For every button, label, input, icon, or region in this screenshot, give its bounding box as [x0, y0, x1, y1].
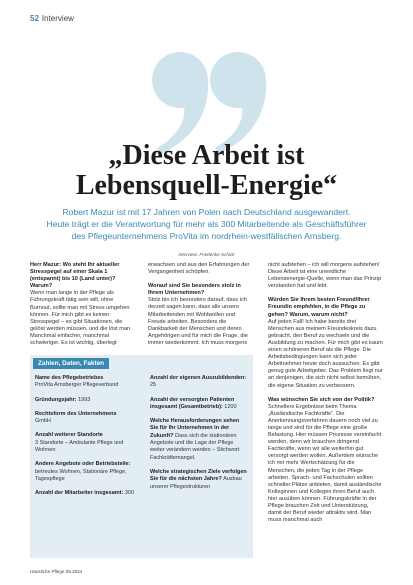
- fact-item: [35, 461, 135, 483]
- answer: erwachsen und aus den Erfahrungen der Vergangenheit schöpfen.: [148, 262, 250, 276]
- page-header: [30, 14, 74, 24]
- fact-label: Name des Pflegebetriebes: [35, 375, 104, 381]
- fact-value: GmbH: [35, 418, 51, 425]
- fact-item: [150, 375, 248, 390]
- answer: Schnellere Ergebnisse beim Thema „Ausländische Fachkräfte“. Die Anerkennungsverfahren dauern noch viel zu lange und sind für die Pflege eine große Belastung. Hier müssen Prozesse vereinfacht werden, denn wir brauchen dringend Fachkräfte, wenn wir alle weiterhin gut versorgt werden wollen. Außerdem wünsche ich mir mehr Wertschätzung für die Menschen, die jeden Tag in der Pflege arbeiten. Sprach- und Fachschulen sollten schneller Plätze anbieten, damit ausländische Kolleginnen und Kollegen ihren Beruf auch hier ausüben können. Führungskräfte in der Pflege brauchen Zeit und Unterstützung, damit der Beruf wieder attraktiv wird. Man muss manchmal auch: [268, 403, 382, 524]
- fact-value: Dass sich die stationären Angebote und die Lage der Pflege weiter verändern werden – Stichwort Fachkräftemangel.: [150, 432, 240, 461]
- fact-item: [35, 375, 135, 390]
- lead-line: des Pflegeunternehmens ProVita im nordrhein-westfälischen Arnsberg.: [71, 230, 342, 241]
- fact-label: Anzahl der eigenen Auszubildenden:: [150, 375, 247, 381]
- question: Worauf sind Sie besonders stolz in Ihrem Unternehmen?: [148, 283, 241, 297]
- fact-item: [150, 397, 248, 412]
- answer: Auf jeden Fall! Ich habe bereits drei Menschen aus meinem Freundeskreis dazu gebracht, den Beruf zu wechseln und die Ausbildung zu machen. Für mich gibt es kaum einen schöneren Beruf als die Pflege. Die Arbeitsbedingungen kann sich jeder Arbeitnehmer heute doch aussuchen. Es gibt genug gute Arbeitgeber. Das Problem liegt nur an denjenigen, die sich nicht selbst bemühen, die eigene Situation zu verbessern.: [268, 318, 383, 389]
- fact-box-left-column: [35, 375, 135, 505]
- page-footer: Häusliche Pflege 09.2024: [30, 569, 83, 574]
- fact-value: 1993: [78, 396, 91, 403]
- interview-block: [148, 262, 253, 276]
- fact-label: Anzahl der versorgten Patienten insgesamt (Gesamtbetrieb):: [150, 396, 235, 410]
- fact-item: [35, 397, 135, 404]
- text-column-2: [148, 262, 253, 350]
- interview-block: [148, 283, 253, 347]
- interview-block: [268, 397, 383, 525]
- article-title: [0, 141, 413, 201]
- fact-label: Gründungsjahr:: [35, 396, 77, 403]
- fact-label: Welche Herausforderungen sehen Sie für Ihr Unternehmen in der Zukunft?: [150, 418, 240, 439]
- page-number: 52: [30, 14, 39, 23]
- fact-item: [150, 469, 248, 491]
- fact-item: [35, 490, 135, 497]
- text-column-1: [30, 262, 134, 350]
- answer: Stolz bin ich besonders darauf, dass ich derzeit sagen kann, dass alle unsere Mitarbeitenden mit Wohlwollen und Freude arbeiten. Besonders die Dankbarkeit der Menschen und deren Angehörigen und für mich die Frage, die immer wiederkommt. Ich muss morgens: [148, 297, 248, 346]
- fact-value: ProVita Arnsberger Pflegeverbund: [35, 382, 119, 389]
- fact-value: 3 Standorte – Ambulante Pflege und Wohnen: [35, 439, 124, 454]
- interview-block: [268, 297, 383, 389]
- fact-label: Anzahl weiterer Standorte: [35, 432, 103, 439]
- lead-line: Heute trägt er die Verantwortung für mehr als 300 Mitarbeitende als Geschäftsführer: [46, 218, 367, 229]
- lead-line: Robert Mazur ist mit 17 Jahren von Polen nach Deutschland ausgewandert.: [62, 207, 351, 217]
- fact-label: Anzahl der Mitarbeiter insgesamt:: [35, 490, 124, 497]
- fact-value: Ausbau unserer Pflegestrukturen: [150, 476, 242, 490]
- fact-value: betreutes Wohnen, Stationäre Pflege, Tagespflege: [35, 468, 127, 482]
- answer: nicht aufstehen – ich will morgens aufstehen! Diese Arbeit ist eine unendliche Lebensenergie-Quelle, wenn man das Prinzip verstanden hat und lebt.: [268, 262, 382, 290]
- interview-block: [30, 262, 134, 347]
- fact-box-heading: Zahlen, Daten, Fakten: [33, 358, 109, 369]
- fact-label: Welche strategischen Ziele verfolgen Sie für die nächsten Jahre?: [150, 468, 247, 483]
- fact-box: [30, 355, 253, 558]
- fact-value: 1200: [224, 403, 237, 410]
- title-line: „Diese Arbeit ist: [108, 140, 305, 171]
- fact-value: 300: [124, 490, 135, 497]
- answer: Wenn man lange in der Pflege als Führungskraft tätig sein will, ohne Burnout, sollte man mit Stress umgehen können. Für mich gibt es keinen Stresspegel – es gibt Situationen, die gelöst werden müssen, und die löst man. Manchmal einfacher, manchmal schwieriger. Es ist wichtig, überlegt: [30, 290, 132, 347]
- byline: Interview: Friederike Schick: [178, 252, 235, 257]
- text-column-3: [268, 262, 383, 552]
- title-line: Lebensquell-Energie“: [75, 170, 338, 201]
- fact-label: Rechtsform des Unternehmens: [35, 410, 117, 417]
- article-lead: [0, 207, 413, 242]
- question: Würden Sie Ihrem besten Freund/Ihrer Freundin empfehlen, in die Pflege zu gehen? Warum, warum nicht?: [268, 297, 370, 318]
- fact-item: [35, 411, 135, 426]
- fact-item: [150, 418, 248, 462]
- question: Herr Mazur: Wo steht Ihr aktueller Stresspegel auf einer Skala 1 (entspannt) bis 10 (Land unter)? Warum?: [30, 262, 120, 290]
- fact-box-right-column: [150, 375, 248, 498]
- fact-value: 25: [150, 382, 157, 389]
- question: Was wünschen Sie sich von der Politik?: [268, 396, 375, 403]
- fact-label: Andere Angebote oder Betriebsteile:: [35, 461, 131, 468]
- interview-block: [268, 262, 383, 290]
- fact-item: [35, 432, 135, 454]
- section-label: Interview: [41, 14, 74, 23]
